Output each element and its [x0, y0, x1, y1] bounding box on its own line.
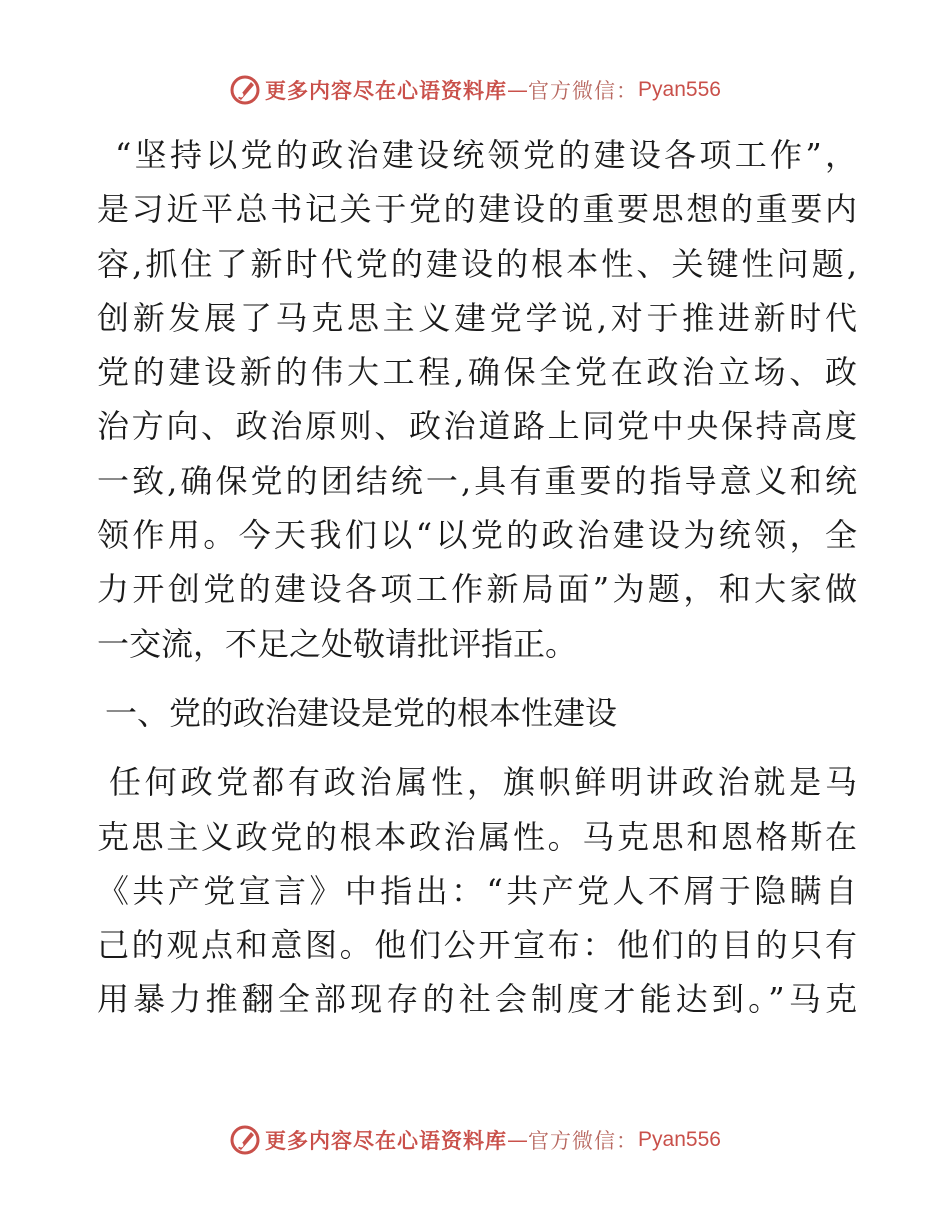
- paragraph-line: 克思主义政党的根本政治属性。马克思和恩格斯在: [97, 817, 857, 856]
- quill-circle-logo-icon: [229, 1124, 261, 1156]
- paragraph-line: 容,抓住了新时代党的建设的根本性、关键性问题,: [97, 244, 857, 283]
- banner-brand-text: 更多内容尽在心语资料库: [265, 79, 508, 103]
- paragraph-line: 任何政党都有政治属性，旗帜鲜明讲政治就是马: [109, 763, 857, 802]
- intro-paragraph: [97, 128, 857, 671]
- banner-wechat-label: 官方微信：: [528, 1129, 639, 1153]
- paragraph-line: 用暴力推翻全部现存的社会制度才能达到。”马克: [97, 980, 857, 1019]
- paragraph-line: 一交流，不足之处敬请批评指正。: [97, 624, 578, 663]
- footer-watermark-banner: [0, 1120, 950, 1160]
- paragraph-line: 是习近平总书记关于党的建设的重要思想的重要内: [97, 190, 857, 229]
- banner-separator: —: [507, 1128, 529, 1152]
- quill-circle-logo-icon: [229, 74, 261, 106]
- banner-wechat-id: Pyan556: [638, 1128, 721, 1151]
- paragraph-line: 治方向、政治原则、政治道路上同党中央保持高度: [97, 407, 857, 446]
- paragraph-line: 领作用。今天我们以“以党的政治建设为统领，全: [97, 516, 857, 555]
- banner-brand-text: 更多内容尽在心语资料库: [265, 1129, 508, 1153]
- paragraph-line: 己的观点和意图。他们公开宣布：他们的目的只有: [97, 926, 857, 965]
- paragraph-line: “坚持以党的政治建设统领党的建设各项工作”，: [115, 136, 857, 174]
- document-body: [97, 128, 857, 1027]
- paragraph-line: 创新发展了马克思主义建党学说,对于推进新时代: [97, 298, 857, 337]
- section-heading: 一、党的政治建设是党的根本性建设: [105, 693, 618, 732]
- header-watermark-banner: [0, 70, 950, 110]
- paragraph-line: 《共产党宣言》中指出：“共产党人不屑于隐瞒自: [97, 871, 857, 910]
- banner-separator: —: [507, 78, 529, 102]
- paragraph-line: 一致,确保党的团结统一,具有重要的指导意义和统: [97, 461, 857, 500]
- paragraph-line: 党的建设新的伟大工程,确保全党在政治立场、政: [97, 353, 857, 392]
- banner-wechat-label: 官方微信：: [528, 79, 639, 103]
- section-paragraph: [97, 755, 857, 1026]
- paragraph-line: 力开创党的建设各项工作新局面”为题，和大家做: [97, 570, 857, 609]
- banner-wechat-id: Pyan556: [638, 78, 721, 101]
